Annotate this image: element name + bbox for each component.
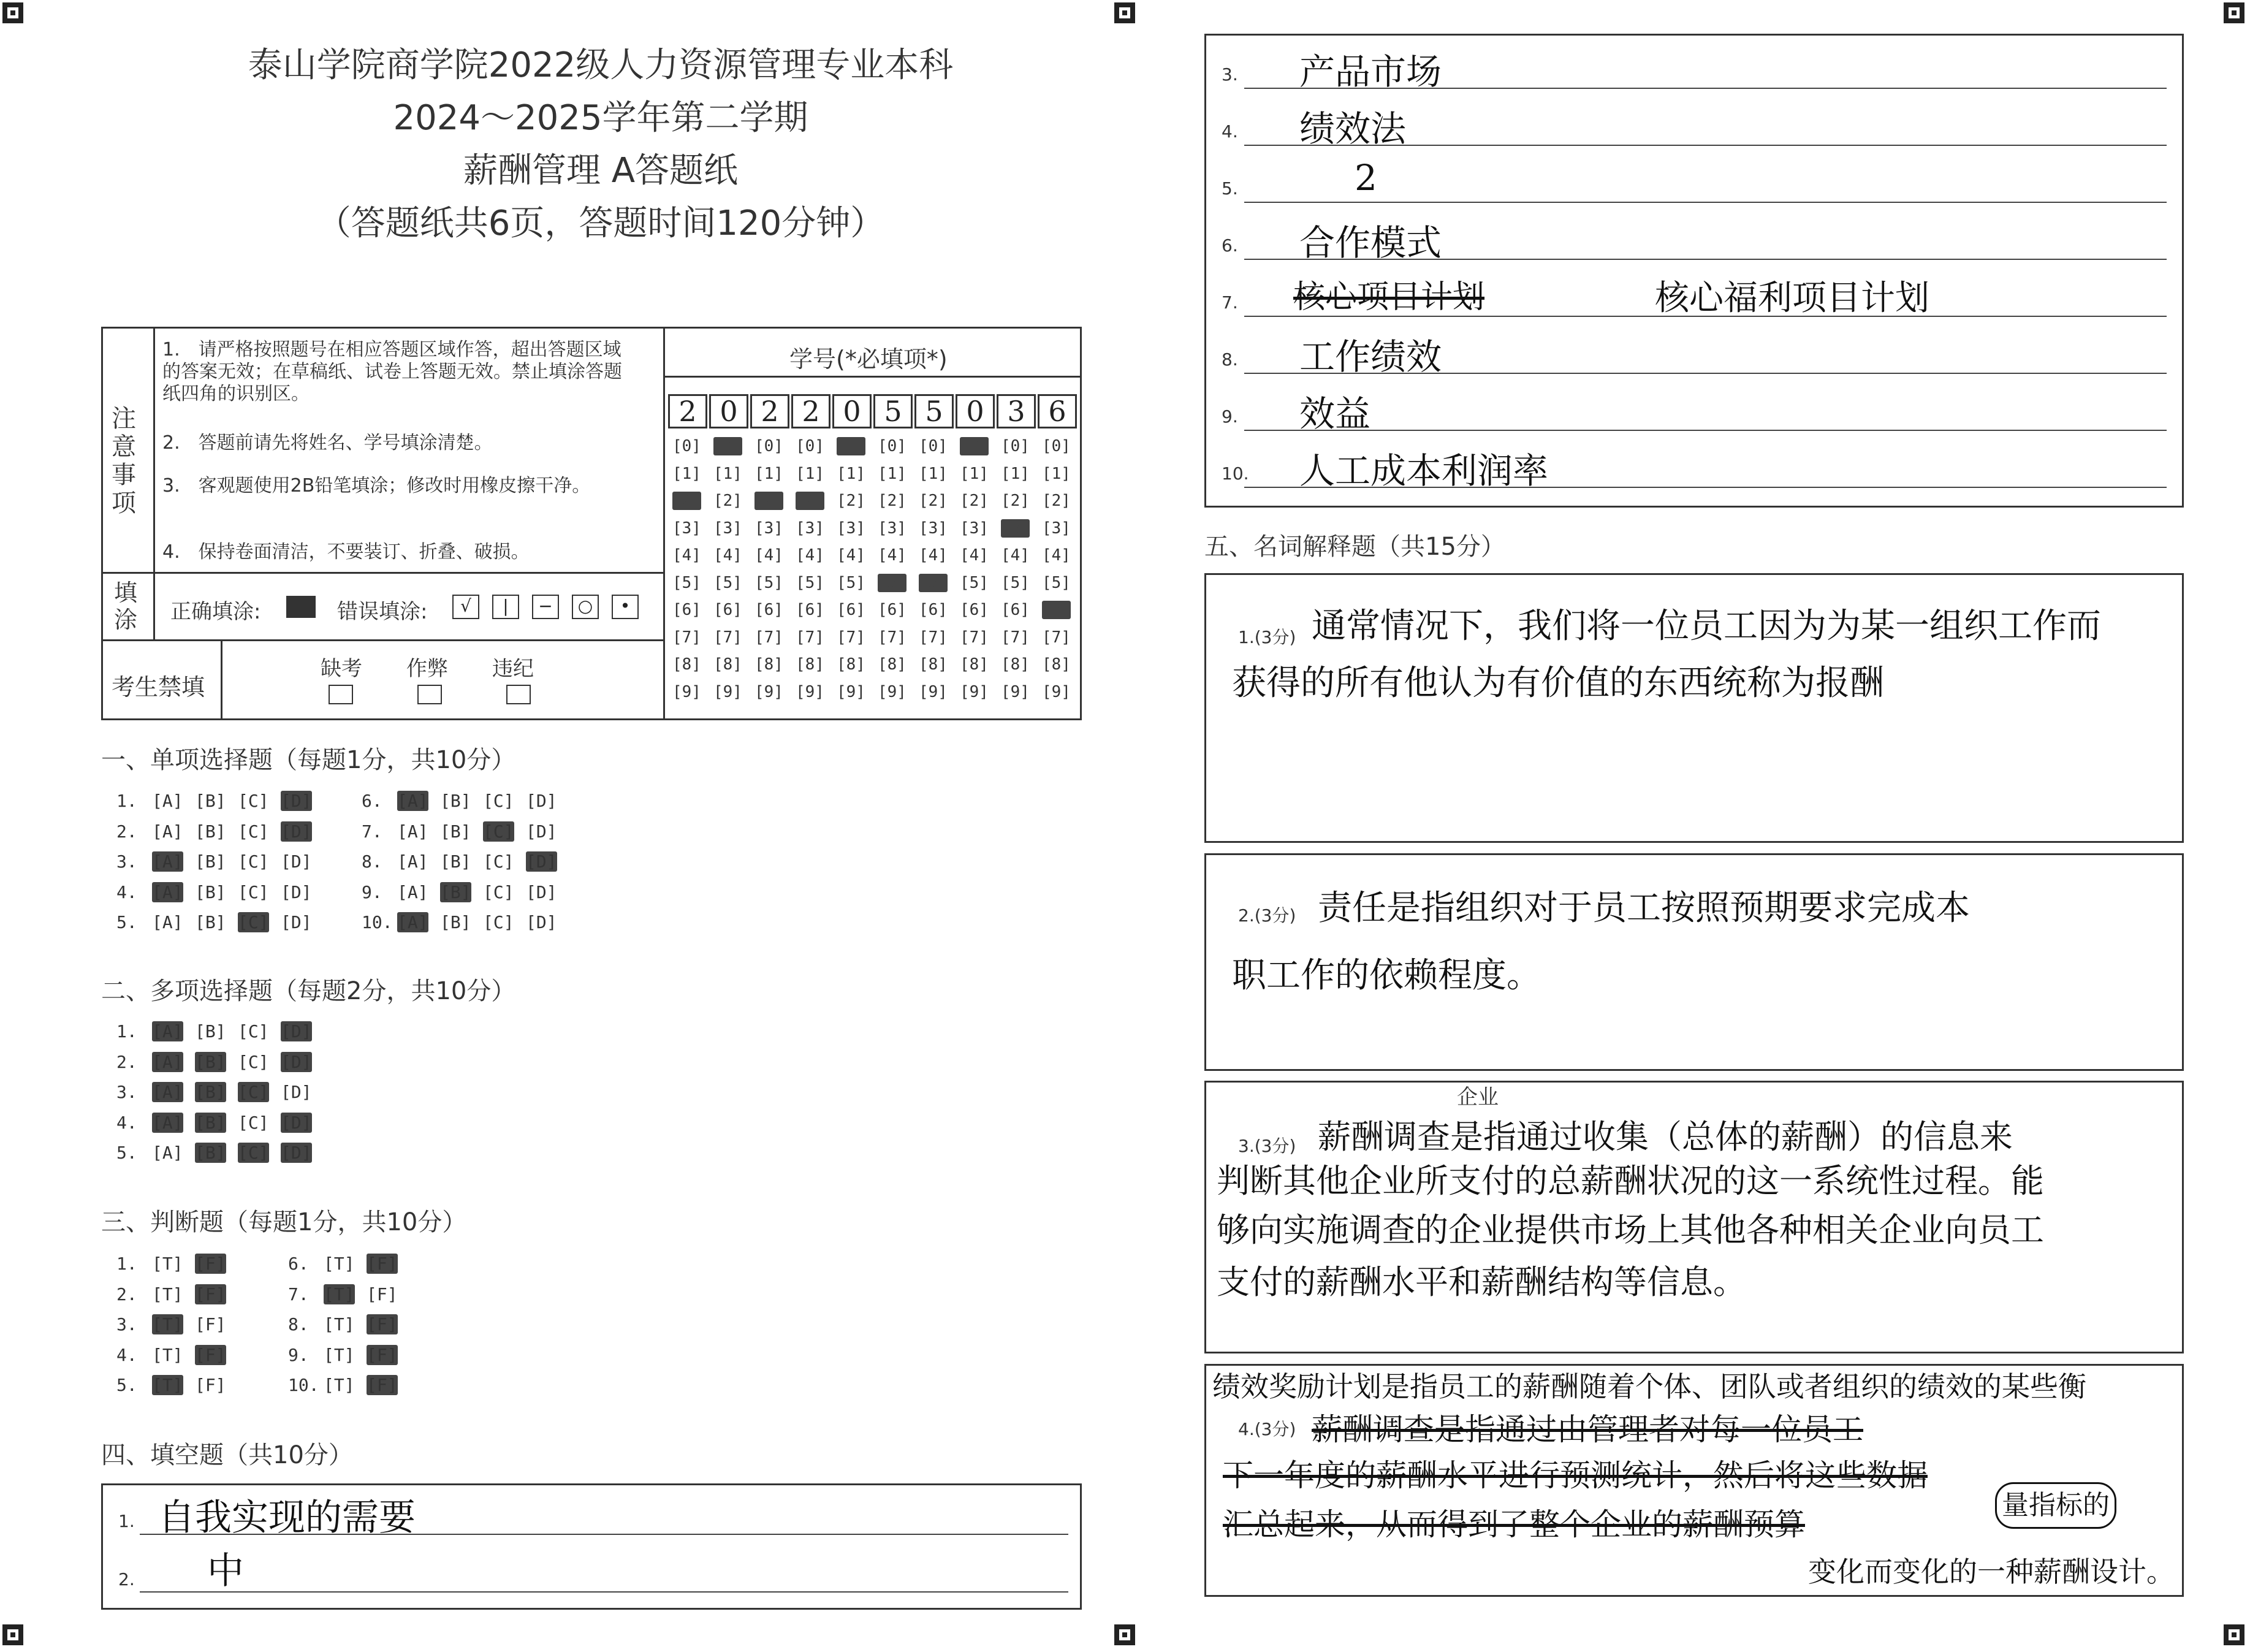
judge-no: 6. (288, 1254, 309, 1274)
notice-item-3: 3. 客观题使用2B铅笔填涂；修改时用橡皮擦干净。 (162, 475, 591, 497)
single-choice-option[interactable]: [D] (526, 821, 557, 842)
correct-fill-sample (286, 596, 316, 618)
correct-fill-label: 正确填涂: (170, 600, 261, 624)
term-4-no: 4.(3分) (1238, 1419, 1296, 1439)
single-choice-option[interactable]: [D] (281, 912, 312, 932)
student-id-bubble[interactable]: [1] (1042, 464, 1071, 483)
term-4-struck-line-1: 薪酬调查是指通过由管理者对每一位员工 (1312, 1412, 1863, 1447)
judge-option[interactable]: [F] (195, 1375, 226, 1395)
student-id-bubble[interactable]: [1] (837, 464, 865, 483)
student-id-bubble[interactable]: [1] (713, 464, 742, 483)
student-id-bubble[interactable]: [4] (837, 546, 865, 565)
student-id-bubble[interactable]: [9] (1042, 682, 1071, 701)
single-choice-no: 2. (116, 821, 137, 842)
single-choice-option[interactable]: [A] (397, 791, 428, 811)
judge-no: 4. (116, 1344, 137, 1365)
student-id-bubble[interactable]: [3] (1042, 519, 1071, 538)
fill-answer-9: 效益 (1299, 393, 1371, 435)
judge-option[interactable]: [T] (324, 1284, 355, 1304)
multi-choice-option[interactable]: [D] (281, 1112, 312, 1133)
student-id-bubble[interactable]: [6] (754, 601, 783, 619)
student-id-bubble[interactable]: [7] (672, 628, 701, 647)
fill-no-2: 2. (118, 1569, 135, 1589)
student-id-digit-8: 0 (956, 394, 995, 428)
judge-no: 7. (288, 1284, 309, 1304)
header-line-4: （答题纸共6页，答题时间120分钟） (316, 204, 885, 243)
student-id-bubble[interactable]: [6] (878, 601, 906, 619)
student-id-label: 学号(*必填项*) (789, 346, 948, 373)
single-choice-option[interactable]: [C] (483, 881, 514, 902)
single-choice-option[interactable]: [C] (238, 791, 269, 811)
multi-choice-option[interactable]: [C] (238, 1021, 269, 1041)
student-id-bubble[interactable]: [1] (672, 464, 701, 483)
single-choice-option[interactable]: [B] (195, 912, 226, 932)
judge-option[interactable]: [F] (195, 1284, 226, 1304)
student-id-bubble[interactable]: [6] (796, 601, 824, 619)
judge-option[interactable]: [F] (367, 1254, 398, 1274)
single-choice-no: 1. (116, 791, 137, 811)
student-id-bubble[interactable]: [4] (919, 546, 948, 565)
multi-choice-option[interactable]: [C] (238, 1143, 269, 1163)
student-id-bubble[interactable]: [7] (960, 628, 989, 647)
single-choice-option[interactable]: [D] (526, 881, 557, 902)
judge-option[interactable]: [F] (367, 1314, 398, 1334)
student-id-bubble[interactable]: [3] (960, 519, 989, 538)
fill-answer-8: 工作绩效 (1299, 336, 1442, 378)
student-id-bubble[interactable]: [8] (796, 655, 824, 674)
student-id-bubble[interactable]: [7] (919, 628, 948, 647)
single-choice-option[interactable]: [A] (397, 821, 428, 842)
student-id-bubble[interactable]: [4] (796, 546, 824, 565)
student-id-bubble[interactable]: [0] (754, 437, 783, 455)
student-id-bubble[interactable]: [7] (1042, 628, 1071, 647)
student-id-bubble[interactable]: [9] (919, 682, 948, 701)
student-id-bubble[interactable]: [7] (713, 628, 742, 647)
student-id-bubble[interactable]: [9] (960, 682, 989, 701)
student-id-bubble[interactable]: [7] (878, 628, 906, 647)
student-id-bubble[interactable]: [8] (672, 655, 701, 674)
student-id-bubble[interactable]: [0] (837, 437, 865, 455)
student-id-bubble[interactable]: [5] (1001, 573, 1030, 592)
student-id-bubble[interactable]: [8] (754, 655, 783, 674)
term-2-no: 2.(3分) (1238, 905, 1296, 926)
single-choice-option[interactable]: [D] (526, 912, 557, 932)
student-id-digit-7: 5 (914, 394, 954, 428)
multi-choice-no: 5. (116, 1143, 137, 1163)
student-id-bubble[interactable]: [7] (754, 628, 783, 647)
single-choice-option[interactable]: [B] (440, 821, 471, 842)
single-choice-option[interactable]: [B] (195, 851, 226, 872)
single-choice-no: 8. (362, 851, 382, 872)
student-id-bubble[interactable]: [2] (754, 492, 783, 510)
single-choice-option[interactable]: [B] (440, 851, 471, 872)
forbidden-cheat-label: 作弊 (406, 657, 448, 681)
single-choice-option[interactable]: [A] (152, 881, 183, 902)
student-id-bubble[interactable]: [2] (1042, 492, 1071, 510)
student-id-bubble[interactable]: [0] (1042, 437, 1071, 455)
single-choice-option[interactable]: [A] (397, 851, 428, 872)
wrong-mark-bar: | (492, 595, 519, 619)
student-id-bubble[interactable]: [5] (713, 573, 742, 592)
student-id-bubble[interactable]: [7] (1001, 628, 1030, 647)
single-choice-option[interactable]: [C] (238, 881, 269, 902)
multi-choice-option[interactable]: [D] (281, 1143, 312, 1163)
fill-no-3: 3. (1222, 64, 1238, 85)
student-id-bubble[interactable]: [2] (1001, 492, 1030, 510)
single-choice-no: 7. (362, 821, 382, 842)
multi-choice-option[interactable]: [B] (195, 1021, 226, 1041)
corner-marker-bottom-right (2224, 1624, 2244, 1645)
student-id-bubble[interactable]: [1] (1001, 464, 1030, 483)
student-id-bubble[interactable]: [5] (754, 573, 783, 592)
judge-option[interactable]: [T] (152, 1254, 183, 1274)
judge-no: 8. (288, 1314, 309, 1334)
judge-option[interactable]: [T] (324, 1344, 355, 1365)
single-choice-no: 3. (116, 851, 137, 872)
student-id-bubble[interactable]: [2] (960, 492, 989, 510)
student-id-bubble[interactable]: [2] (837, 492, 865, 510)
judge-no: 1. (116, 1254, 137, 1274)
student-id-bubble[interactable]: [4] (960, 546, 989, 565)
wrong-fill-label: 错误填涂: (337, 600, 428, 624)
wrong-mark-check: √ (452, 595, 479, 619)
section-multi-title: 二、多项选择题（每题2分，共10分） (101, 977, 516, 1005)
judge-no: 3. (116, 1314, 137, 1334)
single-choice-option[interactable]: [B] (195, 881, 226, 902)
student-id-bubble[interactable]: [6] (1001, 601, 1030, 619)
term-4-tail: 变化而变化的一种薪酬设计。 (1808, 1555, 2175, 1588)
student-id-bubble[interactable]: [2] (796, 492, 824, 510)
term-3-no: 3.(3分) (1238, 1136, 1296, 1156)
student-id-bubble[interactable]: [8] (713, 655, 742, 674)
single-choice-option[interactable]: [C] (483, 821, 514, 842)
term-1-line-2: 获得的所有他认为有价值的东西统称为报酬 (1232, 663, 1884, 703)
single-choice-option[interactable]: [D] (281, 881, 312, 902)
multi-choice-option[interactable]: [A] (152, 1082, 183, 1102)
student-id-bubble[interactable]: [9] (713, 682, 742, 701)
forbidden-violation-label: 违纪 (492, 657, 534, 681)
multi-choice-option[interactable]: [D] (281, 1082, 312, 1102)
student-id-bubble[interactable]: [4] (878, 546, 906, 565)
student-id-digit-4: 2 (791, 394, 830, 428)
single-choice-no: 4. (116, 881, 137, 902)
single-choice-option[interactable]: [D] (526, 791, 557, 811)
single-choice-option[interactable]: [B] (195, 791, 226, 811)
student-id-bubble[interactable]: [1] (960, 464, 989, 483)
judge-option[interactable]: [T] (152, 1284, 183, 1304)
term-4-struck-line-2: 下一年度的薪酬水平进行预测统计，然后将这些数据 (1223, 1458, 1928, 1493)
multi-choice-option[interactable]: [C] (238, 1051, 269, 1072)
forbidden-absent-checkbox[interactable] (329, 685, 353, 704)
student-id-bubble[interactable]: [0] (1001, 437, 1030, 455)
forbidden-violation-checkbox[interactable] (506, 685, 531, 704)
wrong-mark-circle: ○ (572, 595, 599, 619)
judge-option[interactable]: [T] (324, 1254, 355, 1274)
notice-label: 注意事项 (112, 405, 136, 517)
student-id-bubble[interactable]: [3] (837, 519, 865, 538)
student-id-bubble[interactable]: [9] (1001, 682, 1030, 701)
section-fill-title: 四、填空题（共10分） (101, 1441, 353, 1469)
term-3-insert: 企业 (1457, 1085, 1499, 1110)
single-choice-no: 5. (116, 912, 137, 932)
fill-answer-6: 合作模式 (1299, 222, 1442, 264)
single-choice-option[interactable]: [A] (397, 881, 428, 902)
term-4-line-2: 量指标的 (1995, 1482, 2116, 1529)
notice-item-2: 2. 答题前请先将姓名、学号填涂清楚。 (162, 432, 493, 454)
single-choice-option[interactable]: [A] (152, 912, 183, 932)
student-id-bubble[interactable]: [2] (672, 492, 701, 510)
student-id-bubble[interactable]: [9] (754, 682, 783, 701)
student-id-bubble[interactable]: [8] (837, 655, 865, 674)
judge-option[interactable]: [T] (152, 1375, 183, 1395)
corner-marker-top-left (2, 2, 23, 23)
multi-choice-no: 4. (116, 1112, 137, 1133)
student-id-bubble[interactable]: [2] (713, 492, 742, 510)
term-4-struck-line-3: 汇总起来，从而得到了整个企业的薪酬预算 (1223, 1507, 1805, 1542)
fill-no-4: 4. (1222, 121, 1238, 142)
student-id-bubble[interactable]: [8] (960, 655, 989, 674)
multi-choice-option[interactable]: [A] (152, 1021, 183, 1041)
multi-choice-option[interactable]: [B] (195, 1143, 226, 1163)
single-choice-option[interactable]: [A] (152, 851, 183, 872)
fill-no-1: 1. (118, 1511, 135, 1531)
fill-answer-5: 2 (1355, 157, 1377, 199)
single-choice-option[interactable]: [D] (281, 821, 312, 842)
judge-option[interactable]: [F] (367, 1375, 398, 1395)
student-id-bubble[interactable]: [0] (960, 437, 989, 455)
student-id-bubble[interactable]: [7] (837, 628, 865, 647)
student-id-bubble[interactable]: [5] (919, 573, 948, 592)
student-id-bubble[interactable]: [0] (672, 437, 701, 455)
fill-no-7: 7. (1222, 292, 1238, 313)
wrong-mark-dash: − (532, 595, 559, 619)
student-id-bubble[interactable]: [8] (1001, 655, 1030, 674)
fill-answer-7: 核心福利项目计划 (1655, 278, 1929, 318)
forbidden-absent-label: 缺考 (321, 657, 362, 681)
term-3-line-3: 够向实施调查的企业提供市场上其他各种相关企业向员工 (1217, 1211, 2044, 1249)
single-choice-option[interactable]: [C] (483, 912, 514, 932)
single-choice-option[interactable]: [B] (440, 881, 471, 902)
judge-no: 5. (116, 1375, 137, 1395)
student-id-bubble[interactable]: [3] (1001, 519, 1030, 538)
single-choice-option[interactable]: [B] (440, 791, 471, 811)
multi-choice-option[interactable]: [A] (152, 1112, 183, 1133)
student-id-bubble[interactable]: [3] (796, 519, 824, 538)
student-id-bubble[interactable]: [8] (878, 655, 906, 674)
student-id-bubble[interactable]: [1] (878, 464, 906, 483)
student-id-bubble[interactable]: [8] (1042, 655, 1071, 674)
multi-choice-no: 3. (116, 1082, 137, 1102)
section-judge-title: 三、判断题（每题1分，共10分） (101, 1208, 467, 1236)
header-line-1: 泰山学院商学院2022级人力资源管理专业本科 (248, 45, 954, 85)
judge-no: 10. (288, 1375, 319, 1395)
judge-option[interactable]: [T] (324, 1375, 355, 1395)
multi-choice-option[interactable]: [B] (195, 1082, 226, 1102)
student-id-bubble[interactable]: [9] (837, 682, 865, 701)
multi-choice-option[interactable]: [C] (238, 1082, 269, 1102)
student-id-bubble[interactable]: [6] (919, 601, 948, 619)
single-choice-option[interactable]: [C] (238, 851, 269, 872)
single-choice-option[interactable]: [A] (152, 821, 183, 842)
multi-choice-option[interactable]: [A] (152, 1051, 183, 1072)
student-id-bubble[interactable]: [5] (837, 573, 865, 592)
single-choice-option[interactable]: [A] (397, 912, 428, 932)
student-id-bubble[interactable]: [7] (796, 628, 824, 647)
student-id-bubble[interactable]: [3] (878, 519, 906, 538)
multi-choice-option[interactable]: [D] (281, 1051, 312, 1072)
judge-option[interactable]: [T] (324, 1314, 355, 1334)
student-id-bubble[interactable]: [0] (713, 437, 742, 455)
fill-answer-4: 绩效法 (1299, 108, 1407, 150)
header-line-2: 2024～2025学年第二学期 (393, 98, 808, 138)
student-id-bubble[interactable]: [3] (754, 519, 783, 538)
student-id-bubble[interactable]: [5] (960, 573, 989, 592)
student-id-bubble[interactable]: [4] (754, 546, 783, 565)
corner-marker-bottom-left (2, 1624, 23, 1645)
judge-option[interactable]: [F] (195, 1314, 226, 1334)
student-id-bubble[interactable]: [4] (1001, 546, 1030, 565)
single-choice-option[interactable]: [D] (281, 851, 312, 872)
student-id-digit-10: 6 (1038, 394, 1077, 428)
single-choice-option[interactable]: [A] (152, 791, 183, 811)
fill-answer-1: 自我实现的需要 (158, 1496, 416, 1539)
student-id-bubble[interactable]: [5] (672, 573, 701, 592)
multi-choice-option[interactable]: [A] (152, 1143, 183, 1163)
fill-answer-2: 中 (207, 1550, 244, 1593)
single-choice-no: 9. (362, 881, 382, 902)
student-id-bubble[interactable]: [1] (796, 464, 824, 483)
multi-choice-option[interactable]: [D] (281, 1021, 312, 1041)
single-choice-no: 6. (362, 791, 382, 811)
student-id-bubble[interactable]: [3] (672, 519, 701, 538)
section-terms-title: 五、名词解释题（共15分） (1204, 533, 1505, 561)
student-id-bubble[interactable]: [6] (837, 601, 865, 619)
fill-no-8: 8. (1222, 349, 1238, 370)
fill-answer-10: 人工成本利润率 (1299, 450, 1549, 492)
corner-marker-top-right (2224, 2, 2244, 23)
judge-option[interactable]: [F] (367, 1284, 398, 1304)
student-id-bubble[interactable]: [4] (713, 546, 742, 565)
notice-item-4: 4. 保持卷面清洁，不要装订、折叠、破损。 (162, 541, 530, 563)
student-id-bubble[interactable]: [3] (919, 519, 948, 538)
multi-choice-no: 2. (116, 1051, 137, 1072)
student-id-bubble[interactable]: [5] (1042, 573, 1071, 592)
student-id-bubble[interactable]: [4] (672, 546, 701, 565)
student-id-digit-5: 0 (832, 394, 872, 428)
multi-choice-no: 1. (116, 1021, 137, 1041)
judge-no: 9. (288, 1344, 309, 1365)
judge-option[interactable]: [T] (152, 1344, 183, 1365)
student-id-digit-2: 0 (709, 394, 748, 428)
student-id-bubble[interactable]: [1] (754, 464, 783, 483)
student-id-bubble[interactable]: [4] (1042, 546, 1071, 565)
judge-option[interactable]: [F] (195, 1344, 226, 1365)
student-id-bubble[interactable]: [1] (919, 464, 948, 483)
student-id-bubble[interactable]: [9] (672, 682, 701, 701)
student-id-bubble[interactable]: [6] (713, 601, 742, 619)
student-id-digit-9: 3 (997, 394, 1036, 428)
multi-choice-option[interactable]: [B] (195, 1051, 226, 1072)
single-choice-option[interactable]: [C] (238, 821, 269, 842)
header-line-3: 薪酬管理 A答题纸 (463, 151, 739, 191)
term-3-line-4: 支付的薪酬水平和薪酬结构等信息。 (1217, 1263, 1746, 1301)
section-single-title: 一、单项选择题（每题1分，共10分） (101, 746, 516, 774)
judge-option[interactable]: [T] (152, 1314, 183, 1334)
student-id-bubble[interactable]: [5] (796, 573, 824, 592)
student-id-bubble[interactable]: [5] (878, 573, 906, 592)
wrong-mark-dot: • (612, 595, 639, 619)
single-choice-option[interactable]: [C] (483, 851, 514, 872)
forbidden-cheat-checkbox[interactable] (417, 685, 442, 704)
fill-no-5: 5. (1222, 178, 1238, 199)
student-id-bubble[interactable]: [0] (796, 437, 824, 455)
term-1-line-1: 通常情况下，我们将一位员工因为为某一组织工作而 (1312, 606, 2101, 646)
single-choice-no: 10. (362, 912, 393, 932)
term-2-line-1: 责任是指组织对于员工按照预期要求完成本 (1318, 888, 1970, 928)
corner-marker-bottom-middle (1114, 1624, 1135, 1645)
student-id-bubble[interactable]: [8] (919, 655, 948, 674)
fill-answer-7-struck: 核心项目计划 (1293, 279, 1485, 316)
single-choice-option[interactable]: [C] (483, 791, 514, 811)
term-1-no: 1.(3分) (1238, 627, 1296, 647)
fill-no-10: 10. (1222, 463, 1249, 484)
multi-choice-option[interactable]: [B] (195, 1112, 226, 1133)
fill-no-6: 6. (1222, 235, 1238, 256)
student-id-bubble[interactable]: [6] (1042, 601, 1071, 619)
single-choice-option[interactable]: [B] (440, 912, 471, 932)
student-id-bubble[interactable]: [0] (878, 437, 906, 455)
student-id-bubble[interactable]: [6] (672, 601, 701, 619)
student-id-digit-1: 2 (668, 394, 707, 428)
corner-marker-top-middle (1114, 2, 1135, 23)
student-id-digit-3: 2 (750, 394, 789, 428)
term-3-line-2: 判断其他企业所支付的总薪酬状况的这一系统性过程。能 (1217, 1162, 2044, 1200)
multi-choice-option[interactable]: [C] (238, 1112, 269, 1133)
student-id-bubble[interactable]: [2] (878, 492, 906, 510)
fill-no-9: 9. (1222, 406, 1238, 427)
term-3-line-1: 薪酬调查是指通过收集（总体的薪酬）的信息来 (1318, 1117, 2013, 1156)
single-choice-option[interactable]: [D] (281, 791, 312, 811)
judge-option[interactable]: [F] (195, 1254, 226, 1274)
student-id-bubble[interactable]: [2] (919, 492, 948, 510)
student-id-bubble[interactable]: [3] (713, 519, 742, 538)
student-id-bubble[interactable]: [9] (796, 682, 824, 701)
notice-item-1: 1. 请严格按照题号在相应答题区域作答，超出答题区域的答案无效；在草稿纸、试卷上答题无效。禁止填涂答题纸四角的识别区。 (162, 339, 622, 405)
judge-option[interactable]: [F] (367, 1344, 398, 1365)
term-2-line-2: 职工作的依赖程度。 (1232, 956, 1541, 995)
student-id-bubble[interactable]: [6] (960, 601, 989, 619)
single-choice-option[interactable]: [C] (238, 912, 269, 932)
single-choice-option[interactable]: [D] (526, 851, 557, 872)
single-choice-option[interactable]: [B] (195, 821, 226, 842)
student-id-bubble[interactable]: [9] (878, 682, 906, 701)
fill-answer-3: 产品市场 (1299, 51, 1442, 93)
forbidden-label: 考生禁填 (112, 674, 205, 701)
student-id-bubble[interactable]: [0] (919, 437, 948, 455)
term-4-line-1: 绩效奖励计划是指员工的薪酬随着个体、团队或者组织的绩效的某些衡 (1212, 1370, 2086, 1403)
fill-label: 填涂 (114, 579, 138, 633)
student-id-digit-6: 5 (873, 394, 913, 428)
judge-no: 2. (116, 1284, 137, 1304)
